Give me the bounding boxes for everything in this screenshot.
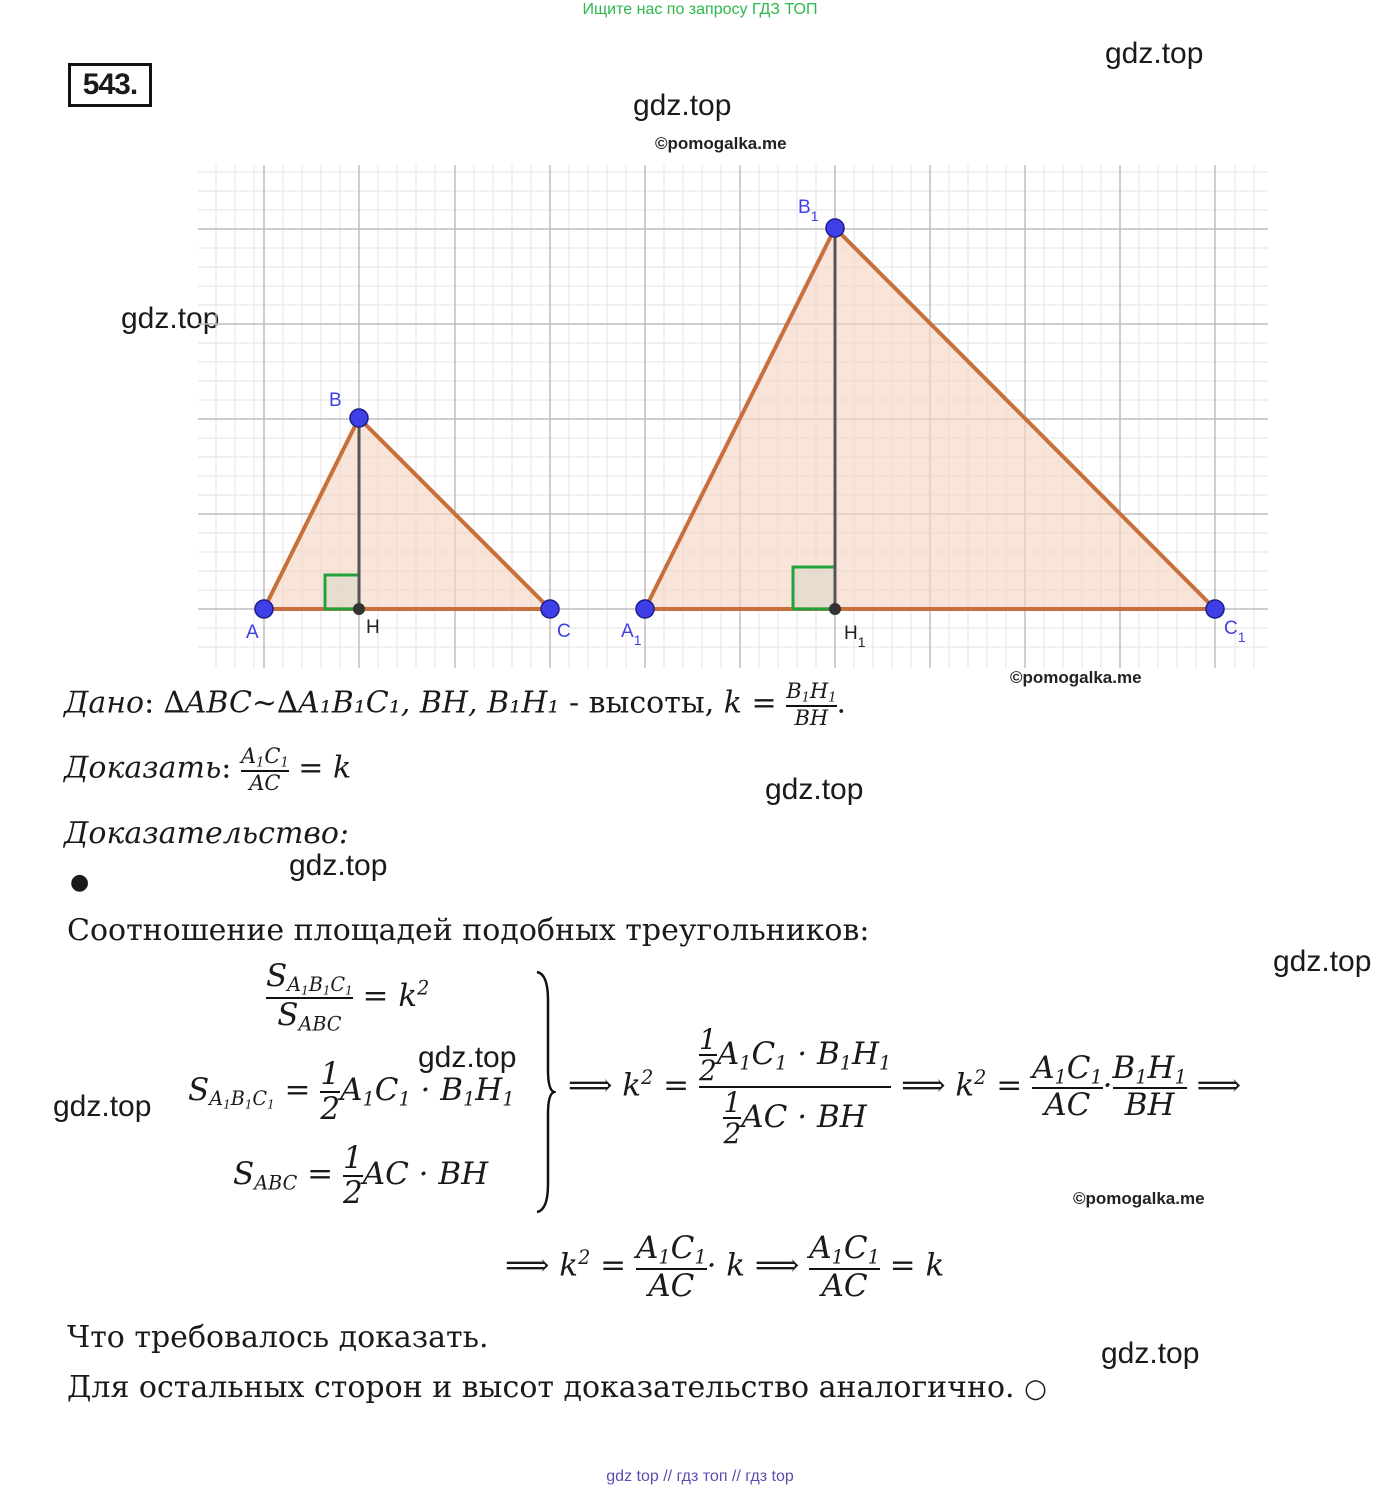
fraction-b1h1-bh: $\frac{B_1H_1}{BH}$: [786, 679, 837, 731]
point-h1: [829, 603, 841, 615]
label-a: A: [246, 622, 259, 643]
given-line: Дано: ∆ABC~∆A₁B₁C₁, BH, B₁H₁ - высоты, k = $\frac{B_1H_1}{BH}$ .: [64, 679, 847, 731]
label-a1: $A_1$: [621, 621, 642, 648]
end-mark: ○: [1024, 1374, 1047, 1404]
point-b1: [826, 219, 844, 237]
watermark-pomogalka: ©pomogalka.me: [1073, 1189, 1205, 1208]
prove-line: Доказать: $\frac{A_1C_1}{AC}$ = k: [64, 744, 352, 796]
footer-links: gdz top // гдз топ // гдз top: [606, 1468, 794, 1485]
point-h: [353, 603, 365, 615]
conclusion: Что требовалось доказать.: [67, 1320, 489, 1355]
eq-area-a1b1c1: $S_{A_1B_1C_1}$ = $\frac{1}{2}$ $A_1C_1 \cdot B_1H_1$: [188, 1056, 515, 1127]
system-brace: [534, 970, 556, 1215]
label-h1: $H_1$: [844, 623, 866, 650]
remark-line: Для остальных сторон и высот доказательство аналогично. ○: [67, 1370, 1047, 1405]
label-b1: $B_1$: [798, 197, 819, 224]
fraction-a1c1-ac: $\frac{A_1C_1}{AC}$: [240, 744, 289, 796]
watermark-gdz: gdz.top: [289, 849, 388, 882]
label-b: B: [329, 390, 342, 411]
watermark-gdz: gdz.top: [765, 773, 864, 806]
label-c: C: [557, 621, 571, 642]
watermark-gdz: gdz.top: [1105, 37, 1204, 70]
given-label: Дано: [64, 685, 145, 721]
watermark-gdz: gdz.top: [53, 1090, 152, 1123]
watermark-pomogalka: ©pomogalka.me: [655, 134, 787, 153]
prove-label: Доказать: [64, 750, 222, 786]
watermark-gdz: gdz.top: [633, 89, 732, 122]
label-c1: $C_1$: [1224, 618, 1246, 645]
right-angle-mark-h1: [793, 567, 835, 609]
given-relation: ∆ABC~∆A₁B₁C₁, BH, B₁H₁: [163, 685, 560, 721]
bullet: ●: [70, 870, 90, 895]
given-k: k =: [723, 685, 777, 721]
eq-chain-2: ⟹ $k^2$ = $\frac{A_1C_1}{AC}$ · k ⟹ $\frac{A_1C_1}{AC}$ = k: [505, 1230, 945, 1304]
point-a1: [636, 600, 654, 618]
proof-intro: Соотношение площадей подобных треугольников:: [67, 913, 870, 948]
watermark-gdz: gdz.top: [121, 302, 220, 335]
label-h: H: [366, 617, 380, 638]
point-c1: [1206, 600, 1224, 618]
eq-area-abc: $S_{ABC}$ = $\frac{1}{2}$ AC · BH: [233, 1140, 489, 1211]
eq-chain-1: ⟹ $k^2$ = $\frac{1}{2}$ $A_1C_1 \cdot B_1H_1$ $\frac{1}{2}$ AC · BH ⟹ $k^2$ = $\frac{A_1C_1}{AC}$ · $\frac{B_1H_1}{BH}$ ⟹: [568, 1023, 1242, 1151]
point-c: [541, 600, 559, 618]
proof-label: Доказательство:: [64, 816, 350, 851]
watermark-gdz: gdz.top: [418, 1041, 517, 1074]
similar-triangles-figure: [198, 160, 1270, 670]
point-b: [350, 409, 368, 427]
search-banner: Ищите нас по запросу ГДЗ ТОП: [582, 1, 818, 18]
watermark-gdz: gdz.top: [1101, 1337, 1200, 1370]
watermark-pomogalka: ©pomogalka.me: [1010, 668, 1142, 687]
eq-area-ratio: $\frac{S_{A_1B_1C_1}}{S_{ABC}}$ = $k^2$: [266, 958, 430, 1036]
watermark-gdz: gdz.top: [1273, 945, 1372, 978]
given-heights: - высоты,: [568, 685, 715, 721]
problem-number: 543.: [68, 63, 152, 107]
point-a: [255, 600, 273, 618]
right-angle-mark-h: [325, 575, 359, 609]
